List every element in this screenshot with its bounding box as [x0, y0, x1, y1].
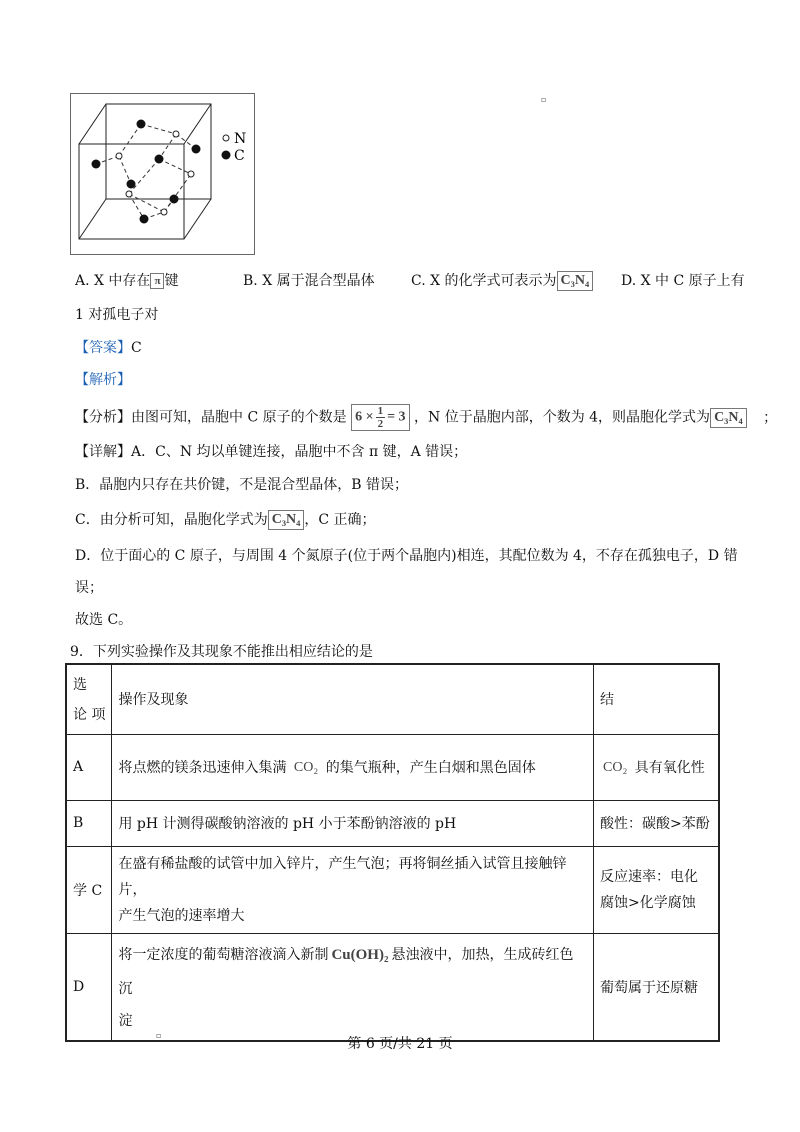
row-a-res-formula: CO₂ [603, 760, 628, 775]
fenxi-count-formula [351, 404, 409, 431]
row-option: A [66, 734, 112, 800]
row-d-op-suffix: 悬浊液中，加热，生成砖红色沉 [118, 946, 574, 997]
row-operation: 用 pH 计测得碳酸钠溶液的 pH 小于苯酚钠溶液的 pH [112, 800, 594, 846]
c-atom [192, 145, 201, 154]
row-conclusion [594, 846, 720, 933]
c-atom [155, 155, 164, 164]
xiangjie-b: B．晶胞内只存在共价键，不是混合型晶体，B 错误； [75, 477, 409, 493]
row-a-op-formula: CO₂ [293, 760, 319, 775]
n-atom [173, 131, 179, 137]
table-row [66, 846, 719, 933]
row-c-op-line1: 在盛有稀盐酸的试管中加入锌片，产生气泡；再将铜丝插入试管且接触锌片， [118, 855, 567, 898]
answer-line [75, 338, 142, 358]
analysis-label: 【解析】 [75, 372, 131, 388]
option-d-continued: 1 对孤电子对 [75, 307, 159, 323]
row-a-op-suffix: 的集气瓶种，产生白烟和黑色固体 [325, 760, 536, 776]
xiangjie-a-text: A．C、N 均以单键连接，晶胞中不含 π 键，A 错误； [131, 444, 468, 460]
formula-post: = 3 [387, 409, 406, 425]
table-row [66, 734, 719, 800]
answer-label: 【答案】 [75, 340, 131, 356]
row-a-op-text: 将点燃的镁条迅速伸入集满 [118, 760, 287, 776]
xiangjie-d-continued: 误； [75, 580, 103, 596]
option-c [411, 270, 593, 291]
legend-c-marker [222, 151, 231, 160]
row-conclusion [594, 734, 720, 800]
table-row [66, 933, 719, 1041]
conclusion: 故选 C。 [75, 612, 133, 628]
c-atom [92, 160, 101, 169]
option-a-suffix: 键 [164, 273, 179, 289]
n-atom [188, 171, 194, 177]
row-a-res-text: 具有氧化性 [634, 760, 705, 776]
xiangjie-c-suffix: ，C 正确； [304, 512, 376, 528]
table-row [66, 800, 719, 846]
row-d-op-formula: Cu(OH)₂ [331, 946, 389, 963]
row-d-op-line2: 淀 [118, 1012, 133, 1029]
xiangjie-c-text: C．由分析可知，晶胞化学式为 [75, 512, 268, 528]
legend-c-label: C [234, 148, 245, 164]
n-atom [116, 153, 122, 159]
formula-pre: 6 × [355, 409, 374, 425]
crystal-cell-diagram [71, 94, 254, 254]
legend-n-label: N [234, 131, 247, 147]
row-operation [112, 933, 594, 1041]
header-conclusion: 结 [594, 664, 720, 734]
option-c-formula: C₃N₄ [557, 271, 594, 291]
legend-n-marker [223, 135, 229, 141]
option-c-text: C. X 的化学式可表示为 [411, 273, 557, 289]
row-option: D [66, 933, 112, 1041]
n-atom [161, 209, 167, 215]
header-operation: 操作及现象 [112, 664, 594, 734]
row-c-op-line2: 产生气泡的速率增大 [118, 907, 245, 924]
fenxi-text-2: ，N 位于晶胞内部，个数为 4，则晶胞化学式为 [414, 409, 711, 426]
row-option: 学 C [66, 846, 112, 933]
row-d-op-text: 将一定浓度的葡萄糖溶液滴入新制 [118, 946, 329, 963]
crystal-cell-figure [70, 93, 255, 255]
option-a [75, 270, 178, 290]
option-a-formula: π [150, 273, 164, 289]
experiment-table [65, 663, 720, 1042]
row-c-res-line1: 反应速率：电化 [600, 868, 698, 885]
row-conclusion: 葡萄属于还原糖 [594, 933, 720, 1041]
xiangjie-d: D．位于面心的 C 原子，与周围 4 个氮原子(位于两个晶胞内)相连，其配位数为 4，不存在孤独电子，D 错 [75, 548, 738, 564]
c-atom [127, 180, 136, 189]
xiangjie-c [75, 510, 376, 530]
header-option-line2: 论 项 [73, 707, 106, 724]
scan-mark: ▫ [156, 1031, 162, 1040]
answer-value: C [131, 340, 142, 356]
scan-mark: ▫ [541, 95, 547, 104]
xiangjie-label: 【详解】 [75, 444, 131, 460]
row-conclusion: 酸性：碳酸>苯酚 [594, 800, 720, 846]
c-atom [170, 195, 179, 204]
option-b: B. X 属于混合型晶体 [243, 273, 375, 289]
fenxi-end: ； [763, 409, 778, 426]
n-atom [126, 191, 132, 197]
option-a-text: A. X 中存在 [75, 273, 151, 289]
fenxi-line [75, 404, 777, 431]
c-atom [140, 215, 149, 224]
fenxi-text: 由图可知，晶胞中 C 原子的个数是 [131, 409, 347, 426]
question-9-title: 9．下列实验操作及其现象不能推出相应结论的是 [70, 644, 373, 660]
option-d: D. X 中 C 原子上有 [621, 273, 745, 289]
row-operation [112, 846, 594, 933]
row-operation [112, 734, 594, 800]
c-atom [137, 120, 146, 129]
xiangjie-a [75, 442, 467, 462]
header-option [66, 664, 112, 734]
row-option: B [66, 800, 112, 846]
table-header-row [66, 664, 719, 734]
header-option-line1: 选 [73, 677, 87, 694]
fenxi-label: 【分析】 [75, 409, 131, 426]
fraction-num: 1 [377, 405, 384, 417]
page-footer: 第 6 页/共 21 页 [347, 1036, 453, 1052]
fenxi-formula: C₃N₄ [710, 408, 747, 428]
fraction [376, 405, 386, 430]
row-c-res-line2: 腐蚀>化学腐蚀 [600, 894, 696, 911]
xiangjie-c-formula: C₃N₄ [268, 510, 305, 530]
fraction-den: 2 [377, 418, 384, 430]
